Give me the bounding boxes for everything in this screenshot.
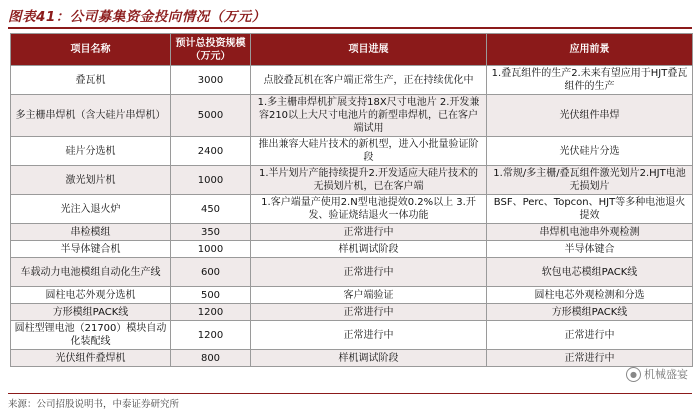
cell-investment: 1200 xyxy=(171,321,251,350)
header-investment: 预计总投资规模（万元） xyxy=(171,34,251,66)
footer-divider xyxy=(8,393,692,394)
cell-progress: 正常进行中 xyxy=(251,224,487,241)
cell-progress: 客户端验证 xyxy=(251,287,487,304)
cell-prospect: 半导体键合 xyxy=(487,241,693,258)
cell-project-name: 车载动力电池模组自动化生产线 xyxy=(11,258,171,287)
cell-progress: 1.多主栅串焊机扩展支持18X尺寸电池片 2.开发兼容210以上大尺寸电池片的新型串焊机，已在客户端试用 xyxy=(251,95,487,137)
investment-table xyxy=(10,33,693,367)
cell-investment: 2400 xyxy=(171,137,251,166)
cell-prospect: 正常进行中 xyxy=(487,350,693,367)
table-row xyxy=(11,287,693,304)
table-row xyxy=(11,350,693,367)
cell-project-name: 激光划片机 xyxy=(11,166,171,195)
cell-project-name: 光伏组件叠焊机 xyxy=(11,350,171,367)
source-note: 来源：公司招股说明书，中泰证券研究所 xyxy=(8,399,180,410)
cell-investment: 800 xyxy=(171,350,251,367)
table-row xyxy=(11,241,693,258)
cell-progress: 1.半片划片产能持续提升2.开发适应大硅片技术的无损划片机，已在客户端 xyxy=(251,166,487,195)
watermark xyxy=(626,366,688,382)
table-row xyxy=(11,66,693,95)
cell-investment: 600 xyxy=(171,258,251,287)
cell-investment: 450 xyxy=(171,195,251,224)
table-row xyxy=(11,304,693,321)
table-row xyxy=(11,321,693,350)
cell-project-name: 硅片分选机 xyxy=(11,137,171,166)
cell-progress: 样机调试阶段 xyxy=(251,241,487,258)
cell-progress: 样机调试阶段 xyxy=(251,350,487,367)
cell-prospect: 圆柱电芯外观检测和分选 xyxy=(487,287,693,304)
cell-project-name: 多主栅串焊机（含大硅片串焊机） xyxy=(11,95,171,137)
cell-project-name: 串检模组 xyxy=(11,224,171,241)
table-row xyxy=(11,95,693,137)
cell-project-name: 半导体键合机 xyxy=(11,241,171,258)
cell-progress: 正常进行中 xyxy=(251,321,487,350)
figure-title: 图表41：公司募集资金投向情况（万元） xyxy=(8,9,266,25)
table-row xyxy=(11,137,693,166)
cell-investment: 1000 xyxy=(171,241,251,258)
cell-project-name: 光注入退火炉 xyxy=(11,195,171,224)
cell-project-name: 方形模组PACK线 xyxy=(11,304,171,321)
table-header-row xyxy=(11,34,693,66)
header-prospect: 应用前景 xyxy=(487,34,693,66)
cell-progress: 正常进行中 xyxy=(251,304,487,321)
cell-investment: 3000 xyxy=(171,66,251,95)
cell-investment: 350 xyxy=(171,224,251,241)
cell-progress: 正常进行中 xyxy=(251,258,487,287)
cell-investment: 1000 xyxy=(171,166,251,195)
cell-prospect: 1.叠瓦组件的生产2.未来有望应用于HJT叠瓦组件的生产 xyxy=(487,66,693,95)
cell-prospect: 方形模组PACK线 xyxy=(487,304,693,321)
cell-prospect: BSF、Perc、Topcon、HJT等多种电池退火提效 xyxy=(487,195,693,224)
cell-investment: 1200 xyxy=(171,304,251,321)
cell-progress: 点胶叠瓦机在客户端正常生产，正在持续优化中 xyxy=(251,66,487,95)
header-progress: 项目进展 xyxy=(251,34,487,66)
cell-project-name: 圆柱型锂电池（21700）模块自动化装配线 xyxy=(11,321,171,350)
cell-prospect: 1.常规/多主栅/叠瓦组件激光划片2.HJT电池无损划片 xyxy=(487,166,693,195)
wechat-icon: ● xyxy=(626,367,641,382)
cell-investment: 5000 xyxy=(171,95,251,137)
cell-prospect: 光伏硅片分选 xyxy=(487,137,693,166)
cell-progress: 推出兼容大硅片技术的新机型，进入小批量验证阶段 xyxy=(251,137,487,166)
cell-project-name: 叠瓦机 xyxy=(11,66,171,95)
title-divider xyxy=(8,27,692,29)
cell-prospect: 光伏组件串焊 xyxy=(487,95,693,137)
table-row xyxy=(11,258,693,287)
cell-progress: 1.客户端量产使用2.N型电池提效0.2%以上 3.开发、验证烧结退火一体功能 xyxy=(251,195,487,224)
cell-prospect: 串焊机电池串外观检测 xyxy=(487,224,693,241)
table-row xyxy=(11,195,693,224)
watermark-text: 机械盛宴 xyxy=(644,368,688,381)
cell-prospect: 正常进行中 xyxy=(487,321,693,350)
cell-prospect: 软包电芯模组PACK线 xyxy=(487,258,693,287)
table-row xyxy=(11,224,693,241)
cell-project-name: 圆柱电芯外观分选机 xyxy=(11,287,171,304)
table-row xyxy=(11,166,693,195)
header-project-name: 项目名称 xyxy=(11,34,171,66)
cell-investment: 500 xyxy=(171,287,251,304)
